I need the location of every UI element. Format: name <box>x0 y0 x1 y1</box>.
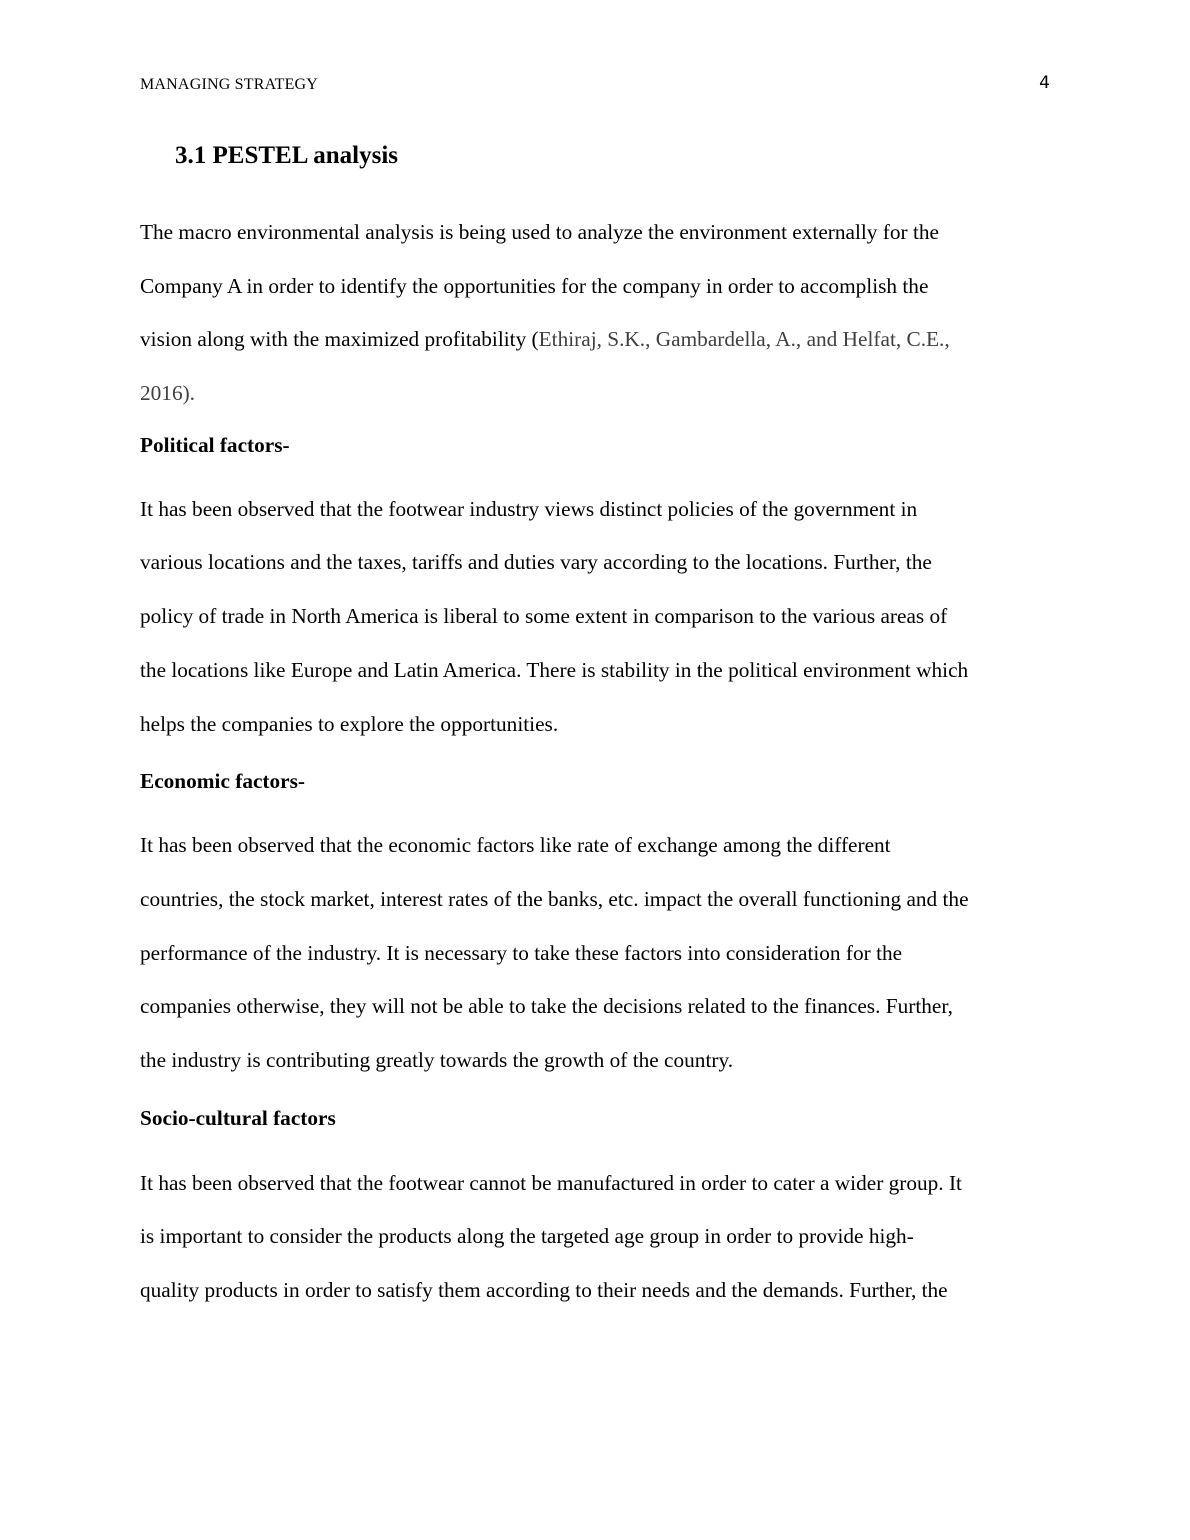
page-number: 4 <box>1039 73 1050 93</box>
socio-cultural-factors-paragraph <box>140 1157 1055 1318</box>
paragraph-line: 2016). <box>140 381 196 406</box>
paragraph-line: Company A in order to identify the opportunities for the company in order to accomplish the <box>140 273 929 298</box>
economic-factors-heading: Economic factors- <box>140 769 305 794</box>
paragraph-line: the industry is contributing greatly towards the growth of the country. <box>140 1047 734 1072</box>
paragraph-line: policy of trade in North America is liberal to some extent in comparison to the various areas of <box>140 604 948 629</box>
political-factors-heading: Political factors- <box>140 432 290 457</box>
paragraph-line: It has been observed that the economic factors like rate of exchange among the different <box>140 833 891 858</box>
citation: Ethiraj, S.K., Gambardella, A., and Helfat, C.E., <box>538 327 950 352</box>
paragraph-line: various locations and the taxes, tariffs and duties vary according to the locations. Further, the <box>140 550 932 575</box>
paragraph-line: It has been observed that the footwear industry views distinct policies of the government in <box>140 496 918 521</box>
paragraph-line: helps the companies to explore the opportunities. <box>140 711 559 736</box>
paragraph-line: performance of the industry. It is necessary to take these factors into consideration for the <box>140 940 903 965</box>
paragraph-line: quality products in order to satisfy them according to their needs and the demands. Further, the <box>140 1278 948 1302</box>
intro-paragraph <box>140 206 1055 421</box>
paragraph-line: is important to consider the products along the targeted age group in order to provide high- <box>140 1224 914 1249</box>
paragraph-line: the locations like Europe and Latin America. There is stability in the political environment which <box>140 657 969 682</box>
paragraph-line: countries, the stock market, interest rates of the banks, etc. impact the overall functioning and the <box>140 886 969 911</box>
political-factors-paragraph <box>140 483 1055 751</box>
paragraph-line: It has been observed that the footwear cannot be manufactured in order to cater a wider group. It <box>140 1170 962 1195</box>
paragraph-line: The macro environmental analysis is being used to analyze the environment externally for the <box>140 220 939 244</box>
section-heading: 3.1 PESTEL analysis <box>175 142 398 169</box>
paragraph-line: companies otherwise, they will not be able to take the decisions related to the finances. Further, <box>140 994 953 1019</box>
paragraph-line <box>140 313 1055 367</box>
document-body <box>140 136 1055 1318</box>
paragraph-line-text: vision along with the maximized profitability ( <box>140 327 539 352</box>
socio-cultural-factors-heading: Socio-cultural factors <box>140 1105 336 1130</box>
running-head: MANAGING STRATEGY <box>140 76 319 93</box>
economic-factors-paragraph <box>140 819 1055 1087</box>
